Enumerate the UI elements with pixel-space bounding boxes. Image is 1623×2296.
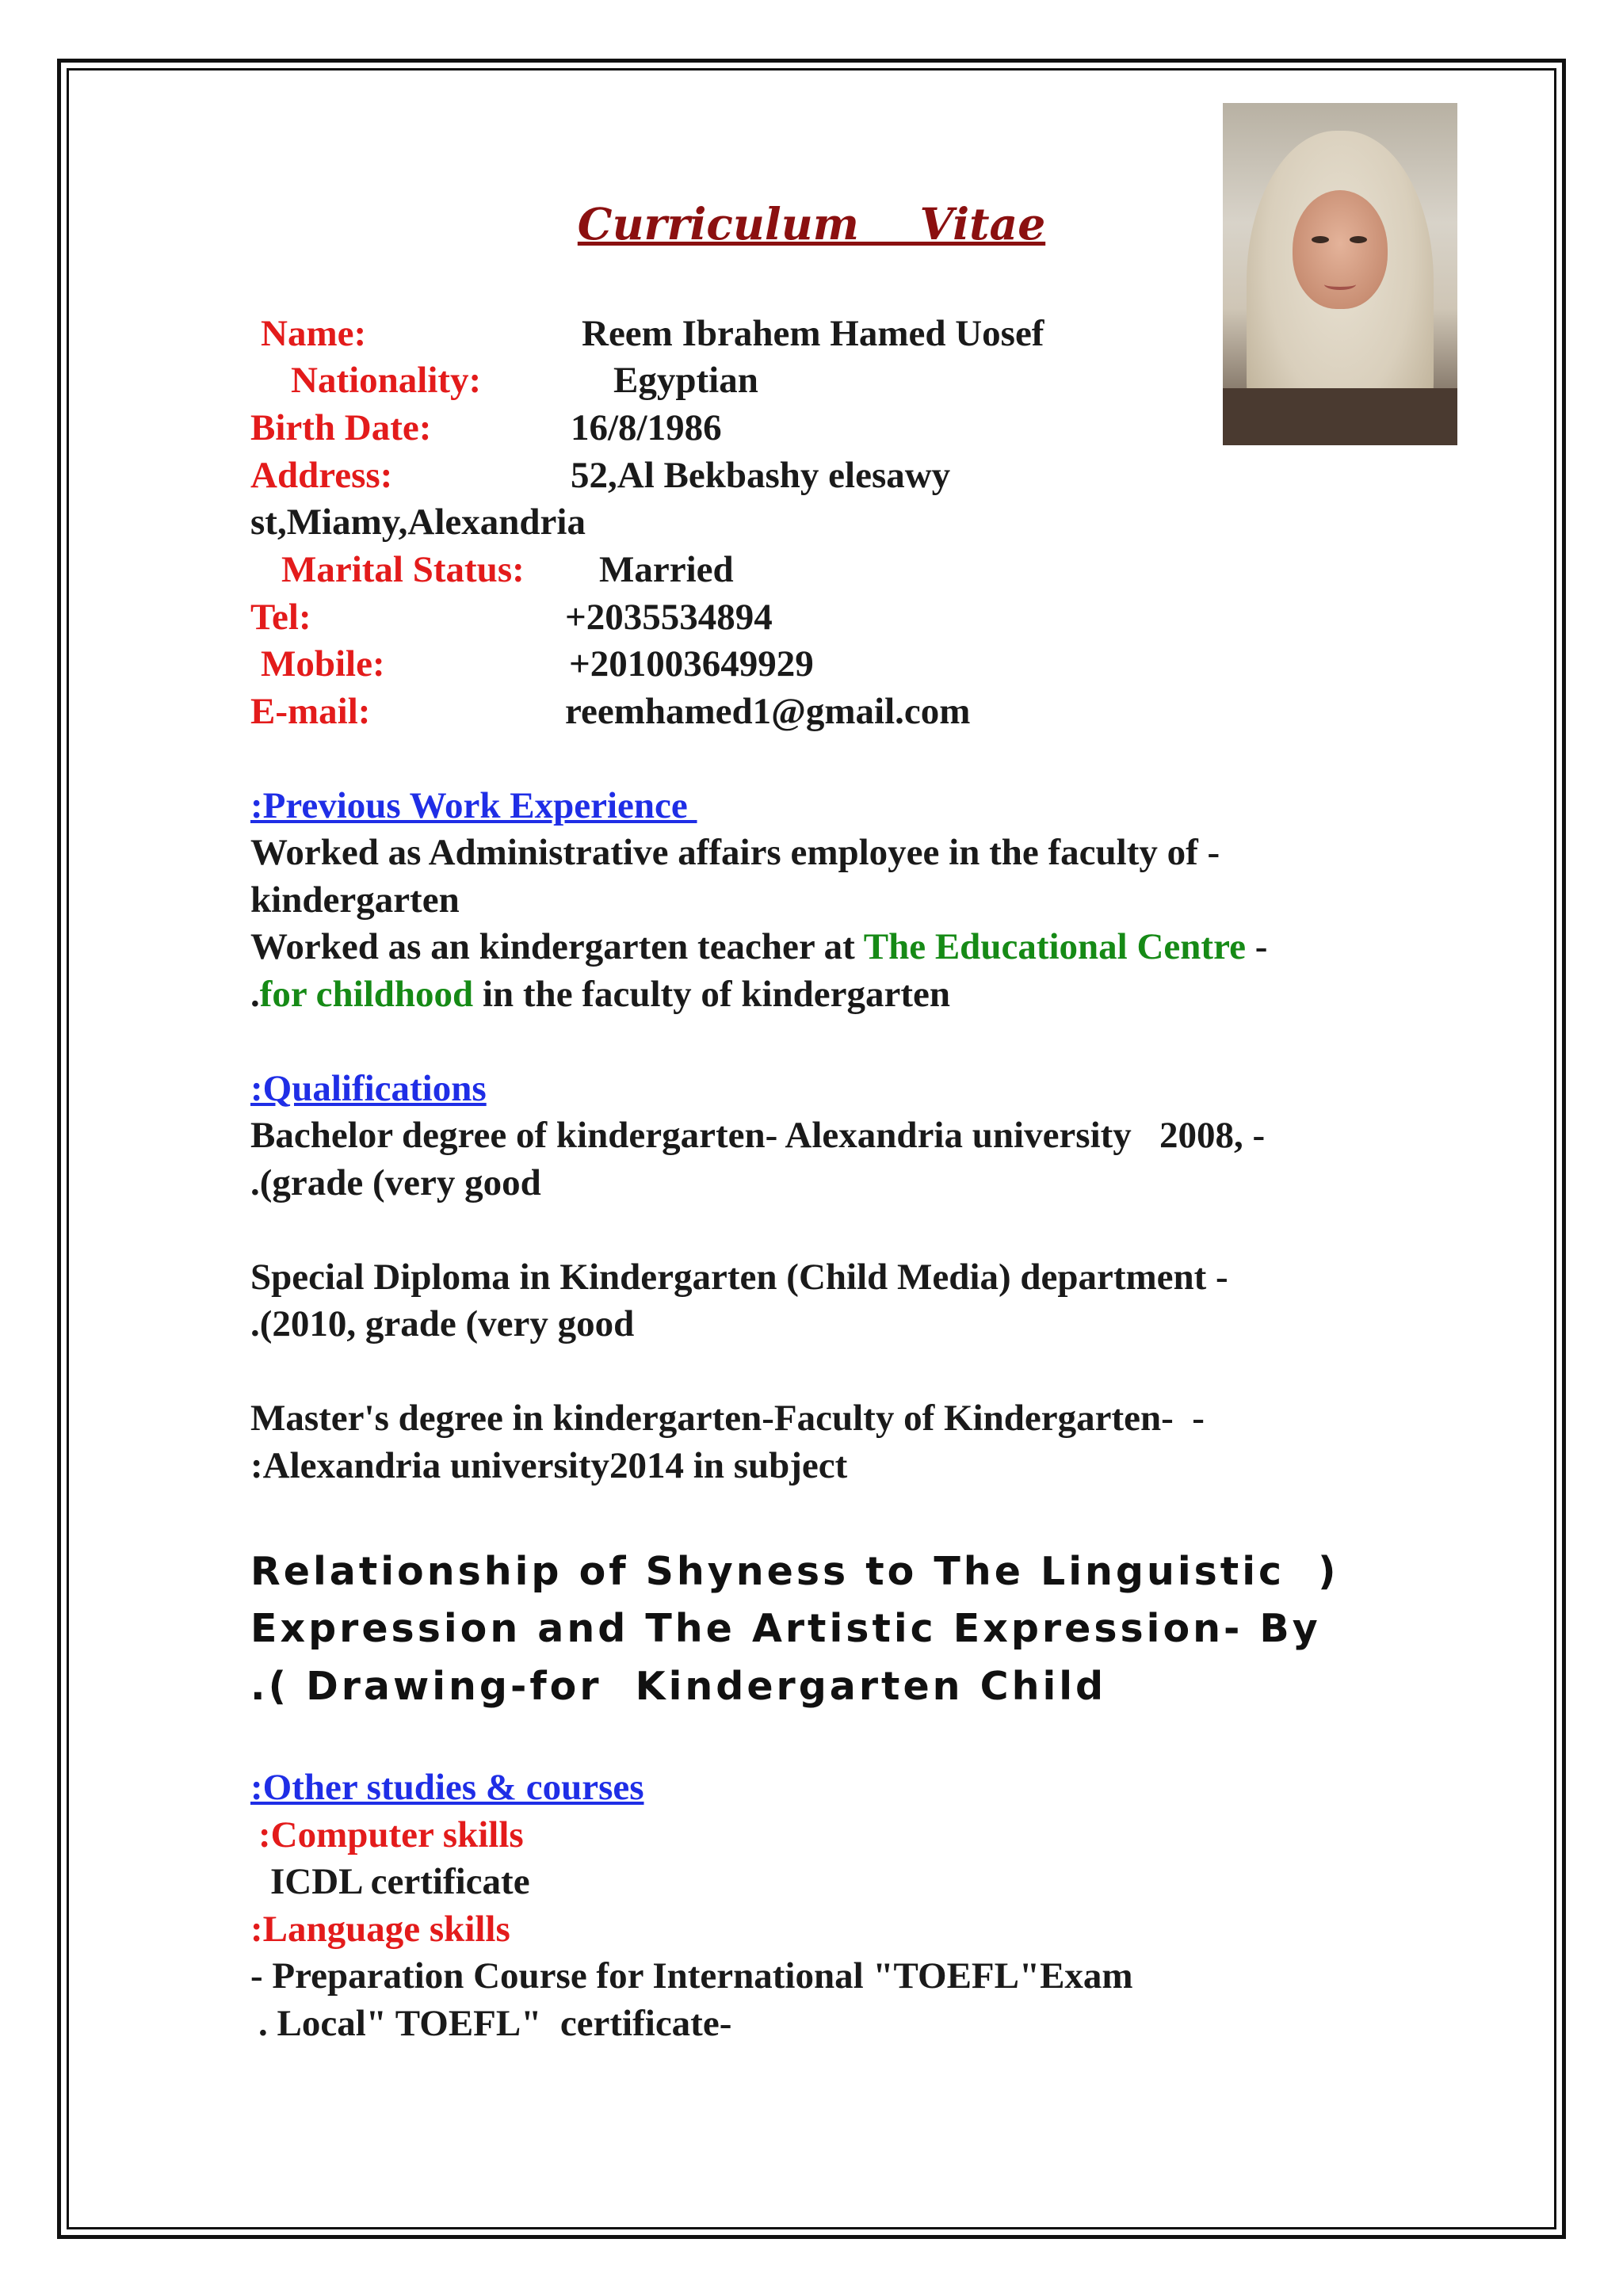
tel-value: +2035534894 <box>565 597 773 638</box>
experience-line-2: kindergarten <box>250 879 460 921</box>
language-skills-label: :Language skills <box>250 1909 510 1950</box>
language-skills-item-1: - Preparation Course for International "TOEFL"Exam <box>250 1955 1133 1997</box>
cv-title: Curriculum Vitae <box>577 198 1046 250</box>
qualification-2-line-2: .(2010, grade (very good <box>250 1303 635 1344</box>
qualification-3-line-2: :Alexandria university2014 in subject <box>250 1445 848 1486</box>
qualification-3-line-1: Master's degree in kindergarten-Faculty of Kindergarten- - <box>250 1398 1205 1439</box>
marital-status-value: Married <box>599 549 734 590</box>
experience-line-3: Worked as an kindergarten teacher at The Educational Centre - <box>250 926 1268 967</box>
thesis-title-line-2: Expression and The Artistic Expression- By <box>250 1606 1321 1651</box>
profile-photo <box>1223 103 1457 445</box>
address-continued: st,Miamy,Alexandria <box>250 502 586 543</box>
address-value: 52,Al Bekbashy elesawy <box>571 455 951 496</box>
computer-skills-label: :Computer skills <box>258 1814 524 1855</box>
email-label: E-mail: <box>250 691 371 732</box>
marital-status-label: Marital Status: <box>281 549 525 590</box>
birth-date-value: 16/8/1986 <box>571 407 722 448</box>
qualification-2-line-1: Special Diploma in Kindergarten (Child Media) department - <box>250 1257 1228 1298</box>
mobile-value: +201003649929 <box>569 643 814 685</box>
email-value: reemhamed1@gmail.com <box>565 691 971 732</box>
qualifications-heading: :Qualifications <box>250 1068 487 1109</box>
mobile-label: Mobile: <box>261 643 385 685</box>
educational-centre-text: The Educational Centre <box>863 926 1246 967</box>
birth-date-label: Birth Date: <box>250 407 432 448</box>
qualification-1-line-1: Bachelor degree of kindergarten- Alexandria university 2008, - <box>250 1115 1266 1156</box>
thesis-title-line-1: Relationship of Shyness to The Linguistic ) <box>250 1549 1339 1594</box>
for-childhood-text: for childhood <box>259 974 474 1015</box>
experience-line-4: .for childhood in the faculty of kindergarten <box>250 974 951 1015</box>
computer-skills-item: ICDL certificate <box>270 1861 530 1902</box>
name-value: Reem Ibrahem Hamed Uosef <box>582 313 1044 354</box>
address-label: Address: <box>250 455 393 496</box>
experience-line-1: Worked as Administrative affairs employee in the faculty of - <box>250 832 1220 873</box>
language-skills-item-2: . Local" TOEFL" certificate- <box>258 2003 732 2044</box>
nationality-label: Nationality: <box>291 360 482 401</box>
qualification-1-line-2: .(grade (very good <box>250 1162 541 1203</box>
thesis-title-line-3: .( Drawing-for Kindergarten Child <box>250 1664 1107 1709</box>
other-studies-heading: :Other studies & courses <box>250 1767 644 1808</box>
tel-label: Tel: <box>250 597 311 638</box>
name-label: Name: <box>261 313 367 354</box>
nationality-value: Egyptian <box>613 360 758 401</box>
experience-heading: :Previous Work Experience <box>250 785 697 826</box>
